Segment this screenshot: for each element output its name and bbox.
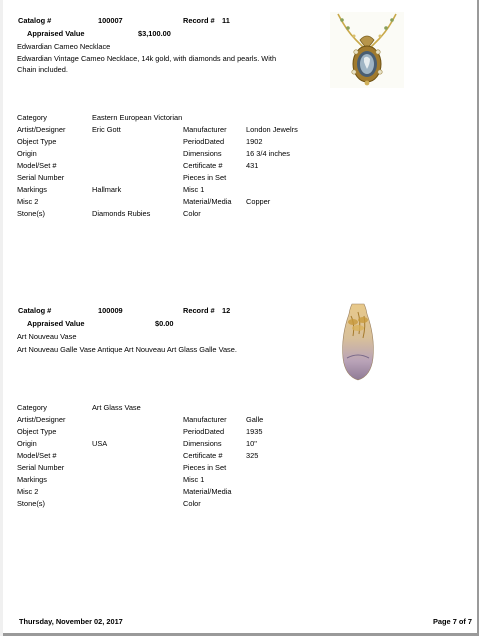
- field-label: Material/Media: [183, 487, 232, 496]
- field-label: Stone(s): [17, 209, 45, 218]
- field-value: USA: [92, 439, 108, 448]
- field-value: 10": [246, 439, 257, 448]
- field-value: Copper: [246, 197, 271, 206]
- item-title: Edwardian Cameo Necklace: [17, 42, 111, 51]
- field-value: Hallmark: [92, 185, 122, 194]
- field-label: Dimensions: [183, 439, 222, 448]
- field-label: Markings: [17, 185, 47, 194]
- catalog-label: Catalog #: [18, 16, 52, 25]
- record-label: Record #: [183, 16, 215, 25]
- field-value: 325: [246, 451, 259, 460]
- field-value: London Jewelrs: [246, 125, 298, 134]
- field-label: Misc 1: [183, 185, 205, 194]
- field-label: Model/Set #: [17, 161, 57, 170]
- field-label: Origin: [17, 439, 37, 448]
- item-title: Art Nouveau Vase: [17, 332, 77, 341]
- record-separator: [17, 586, 473, 592]
- field-label: Certificate #: [183, 451, 223, 460]
- field-label: Material/Media: [183, 197, 232, 206]
- item-description-line2: Chain included.: [17, 65, 68, 74]
- field-value: Diamonds Rubies: [92, 209, 151, 218]
- field-label: Category: [17, 403, 47, 412]
- field-value: 16 3/4 inches: [246, 149, 290, 158]
- appraised-value: $0.00: [155, 319, 174, 328]
- field-value: Eric Gott: [92, 125, 121, 134]
- field-label: Model/Set #: [17, 451, 57, 460]
- field-value: Art Glass Vase: [92, 403, 141, 412]
- record-number: 11: [222, 16, 230, 25]
- field-label: Origin: [17, 149, 37, 158]
- field-label: Misc 2: [17, 197, 39, 206]
- field-label: Manufacturer: [183, 415, 227, 424]
- appraised-label: Appraised Value: [27, 29, 85, 38]
- field-label: Dimensions: [183, 149, 222, 158]
- field-label: Serial Number: [17, 173, 65, 182]
- field-value: 431: [246, 161, 259, 170]
- field-label: Markings: [17, 475, 47, 484]
- field-label: Artist/Designer: [17, 415, 66, 424]
- field-label: Color: [183, 499, 201, 508]
- field-label: Manufacturer: [183, 125, 227, 134]
- field-value: 1902: [246, 137, 263, 146]
- field-label: Color: [183, 209, 201, 218]
- field-label: PeriodDated: [183, 137, 225, 146]
- field-label: Misc 1: [183, 475, 205, 484]
- appraised-value: $3,100.00: [138, 29, 171, 38]
- record-number: 12: [222, 306, 231, 315]
- field-label: Object Type: [17, 137, 57, 146]
- record-label: Record #: [183, 306, 215, 315]
- field-label: Pieces in Set: [183, 173, 227, 182]
- field-label: Object Type: [17, 427, 57, 436]
- footer-page-number: Page 7 of 7: [433, 617, 473, 626]
- field-label: Certificate #: [183, 161, 223, 170]
- field-label: Serial Number: [17, 463, 65, 472]
- item-description: Art Nouveau Galle Vase Antique Art Nouveau Art Glass Galle Vase.: [17, 345, 237, 354]
- field-value: Eastern European Victorian: [92, 113, 183, 122]
- field-label: Misc 2: [17, 487, 39, 496]
- catalog-number: 100007: [98, 16, 123, 25]
- record-separator: [17, 296, 473, 302]
- catalog-label: Catalog #: [18, 306, 52, 315]
- field-label: Pieces in Set: [183, 463, 227, 472]
- field-label: PeriodDated: [183, 427, 225, 436]
- field-value: Galle: [246, 415, 264, 424]
- footer-date: Thursday, November 02, 2017: [19, 617, 123, 626]
- field-label: Category: [17, 113, 47, 122]
- galle-vase-photo: [339, 302, 377, 382]
- cameo-necklace-photo: [330, 12, 404, 88]
- field-label: Artist/Designer: [17, 125, 66, 134]
- report-page: [3, 0, 479, 636]
- appraised-label: Appraised Value: [27, 319, 85, 328]
- item-description: Edwardian Vintage Cameo Necklace, 14k gold, with diamonds and pearls. With: [17, 54, 277, 63]
- catalog-number: 100009: [98, 306, 123, 315]
- field-value: 1935: [246, 427, 263, 436]
- field-label: Stone(s): [17, 499, 45, 508]
